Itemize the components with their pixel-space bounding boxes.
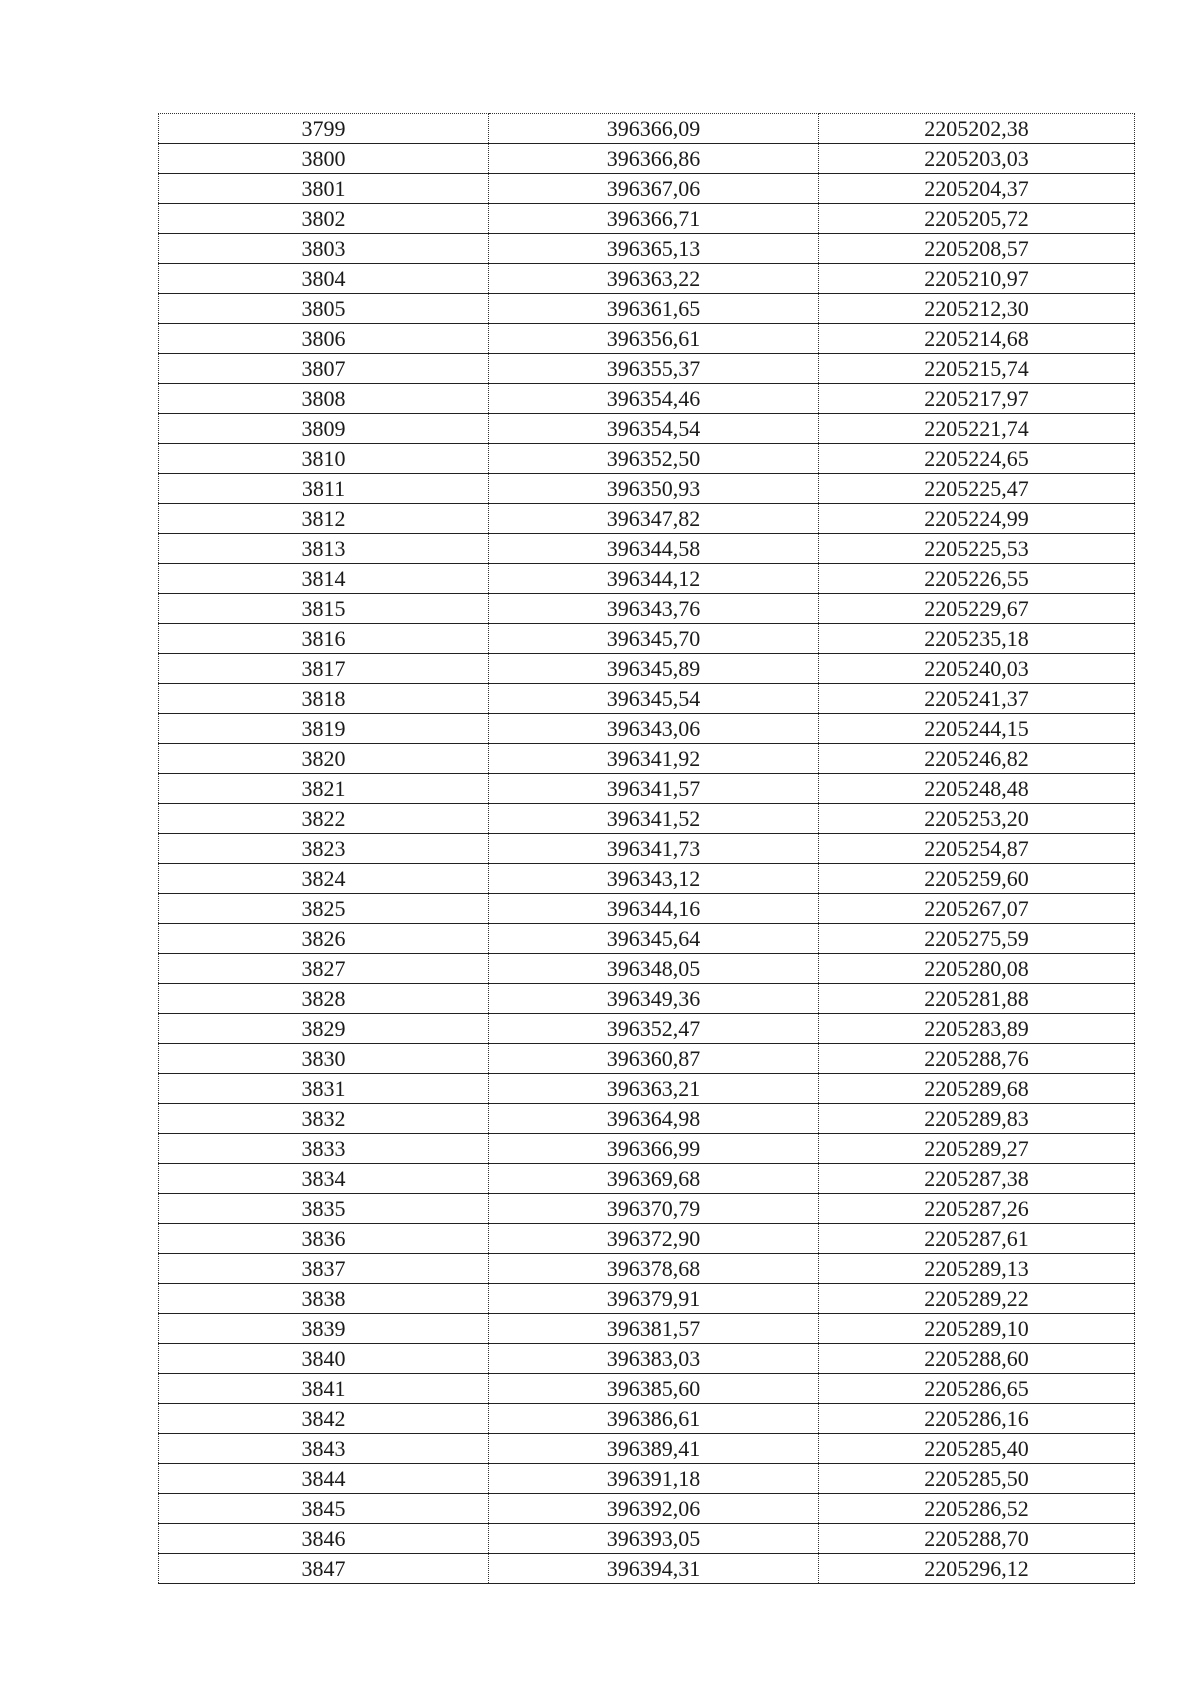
y-coordinate-cell: 2205248,48 xyxy=(819,774,1135,804)
point-number-cell: 3828 xyxy=(159,984,489,1014)
x-coordinate-cell: 396366,71 xyxy=(489,204,819,234)
point-number-cell: 3832 xyxy=(159,1104,489,1134)
table-row xyxy=(159,594,1135,624)
x-coordinate-cell: 396385,60 xyxy=(489,1374,819,1404)
table-row xyxy=(159,1194,1135,1224)
y-coordinate-cell: 2205287,61 xyxy=(819,1224,1135,1254)
y-coordinate-cell: 2205226,55 xyxy=(819,564,1135,594)
point-number-cell: 3823 xyxy=(159,834,489,864)
point-number-cell: 3835 xyxy=(159,1194,489,1224)
y-coordinate-cell: 2205205,72 xyxy=(819,204,1135,234)
x-coordinate-cell: 396361,65 xyxy=(489,294,819,324)
x-coordinate-cell: 396354,46 xyxy=(489,384,819,414)
table-row xyxy=(159,1404,1135,1434)
x-coordinate-cell: 396391,18 xyxy=(489,1464,819,1494)
table-row xyxy=(159,804,1135,834)
x-coordinate-cell: 396352,50 xyxy=(489,444,819,474)
x-coordinate-cell: 396343,06 xyxy=(489,714,819,744)
y-coordinate-cell: 2205224,99 xyxy=(819,504,1135,534)
x-coordinate-cell: 396349,36 xyxy=(489,984,819,1014)
point-number-cell: 3825 xyxy=(159,894,489,924)
x-coordinate-cell: 396370,79 xyxy=(489,1194,819,1224)
point-number-cell: 3814 xyxy=(159,564,489,594)
y-coordinate-cell: 2205203,03 xyxy=(819,144,1135,174)
y-coordinate-cell: 2205285,50 xyxy=(819,1464,1135,1494)
point-number-cell: 3813 xyxy=(159,534,489,564)
x-coordinate-cell: 396352,47 xyxy=(489,1014,819,1044)
y-coordinate-cell: 2205286,52 xyxy=(819,1494,1135,1524)
point-number-cell: 3817 xyxy=(159,654,489,684)
table-row xyxy=(159,504,1135,534)
table-row xyxy=(159,984,1135,1014)
x-coordinate-cell: 396347,82 xyxy=(489,504,819,534)
table-row xyxy=(159,264,1135,294)
table-row xyxy=(159,444,1135,474)
x-coordinate-cell: 396344,16 xyxy=(489,894,819,924)
x-coordinate-cell: 396386,61 xyxy=(489,1404,819,1434)
point-number-cell: 3845 xyxy=(159,1494,489,1524)
table-row xyxy=(159,714,1135,744)
table-row xyxy=(159,1524,1135,1554)
table-row xyxy=(159,1314,1135,1344)
point-number-cell: 3847 xyxy=(159,1554,489,1584)
point-number-cell: 3840 xyxy=(159,1344,489,1374)
table-row xyxy=(159,1374,1135,1404)
table-row xyxy=(159,234,1135,264)
y-coordinate-cell: 2205283,89 xyxy=(819,1014,1135,1044)
point-number-cell: 3824 xyxy=(159,864,489,894)
x-coordinate-cell: 396389,41 xyxy=(489,1434,819,1464)
point-number-cell: 3821 xyxy=(159,774,489,804)
x-coordinate-cell: 396345,54 xyxy=(489,684,819,714)
x-coordinate-cell: 396350,93 xyxy=(489,474,819,504)
y-coordinate-cell: 2205215,74 xyxy=(819,354,1135,384)
y-coordinate-cell: 2205244,15 xyxy=(819,714,1135,744)
table-row xyxy=(159,774,1135,804)
x-coordinate-cell: 396345,70 xyxy=(489,624,819,654)
y-coordinate-cell: 2205289,83 xyxy=(819,1104,1135,1134)
table-row xyxy=(159,1494,1135,1524)
y-coordinate-cell: 2205289,22 xyxy=(819,1284,1135,1314)
y-coordinate-cell: 2205288,60 xyxy=(819,1344,1135,1374)
x-coordinate-cell: 396365,13 xyxy=(489,234,819,264)
table-row xyxy=(159,1134,1135,1164)
y-coordinate-cell: 2205221,74 xyxy=(819,414,1135,444)
x-coordinate-cell: 396363,22 xyxy=(489,264,819,294)
point-number-cell: 3819 xyxy=(159,714,489,744)
point-number-cell: 3831 xyxy=(159,1074,489,1104)
point-number-cell: 3800 xyxy=(159,144,489,174)
table-row xyxy=(159,174,1135,204)
table-row xyxy=(159,324,1135,354)
x-coordinate-cell: 396367,06 xyxy=(489,174,819,204)
x-coordinate-cell: 396348,05 xyxy=(489,954,819,984)
table-row xyxy=(159,684,1135,714)
point-number-cell: 3834 xyxy=(159,1164,489,1194)
x-coordinate-cell: 396369,68 xyxy=(489,1164,819,1194)
point-number-cell: 3801 xyxy=(159,174,489,204)
y-coordinate-cell: 2205287,26 xyxy=(819,1194,1135,1224)
x-coordinate-cell: 396392,06 xyxy=(489,1494,819,1524)
table-row xyxy=(159,864,1135,894)
table-row xyxy=(159,834,1135,864)
x-coordinate-cell: 396341,92 xyxy=(489,744,819,774)
table-row xyxy=(159,1224,1135,1254)
point-number-cell: 3830 xyxy=(159,1044,489,1074)
table-row xyxy=(159,1254,1135,1284)
x-coordinate-cell: 396366,09 xyxy=(489,114,819,144)
y-coordinate-cell: 2205275,59 xyxy=(819,924,1135,954)
point-number-cell: 3806 xyxy=(159,324,489,354)
point-number-cell: 3804 xyxy=(159,264,489,294)
x-coordinate-cell: 396341,57 xyxy=(489,774,819,804)
point-number-cell: 3826 xyxy=(159,924,489,954)
y-coordinate-cell: 2205224,65 xyxy=(819,444,1135,474)
point-number-cell: 3822 xyxy=(159,804,489,834)
x-coordinate-cell: 396379,91 xyxy=(489,1284,819,1314)
x-coordinate-cell: 396394,31 xyxy=(489,1554,819,1584)
point-number-cell: 3810 xyxy=(159,444,489,474)
y-coordinate-cell: 2205288,76 xyxy=(819,1044,1135,1074)
y-coordinate-cell: 2205204,37 xyxy=(819,174,1135,204)
table-row xyxy=(159,1164,1135,1194)
table-row xyxy=(159,1554,1135,1584)
y-coordinate-cell: 2205202,38 xyxy=(819,114,1135,144)
x-coordinate-cell: 396363,21 xyxy=(489,1074,819,1104)
x-coordinate-cell: 396356,61 xyxy=(489,324,819,354)
table-row xyxy=(159,414,1135,444)
x-coordinate-cell: 396364,98 xyxy=(489,1104,819,1134)
y-coordinate-cell: 2205267,07 xyxy=(819,894,1135,924)
table-row xyxy=(159,114,1135,144)
point-number-cell: 3812 xyxy=(159,504,489,534)
table-row xyxy=(159,1104,1135,1134)
y-coordinate-cell: 2205212,30 xyxy=(819,294,1135,324)
y-coordinate-cell: 2205281,88 xyxy=(819,984,1135,1014)
y-coordinate-cell: 2205240,03 xyxy=(819,654,1135,684)
x-coordinate-cell: 396360,87 xyxy=(489,1044,819,1074)
point-number-cell: 3802 xyxy=(159,204,489,234)
table-row xyxy=(159,894,1135,924)
point-number-cell: 3843 xyxy=(159,1434,489,1464)
point-number-cell: 3811 xyxy=(159,474,489,504)
point-number-cell: 3816 xyxy=(159,624,489,654)
x-coordinate-cell: 396341,73 xyxy=(489,834,819,864)
y-coordinate-cell: 2205286,65 xyxy=(819,1374,1135,1404)
table-row xyxy=(159,654,1135,684)
point-number-cell: 3833 xyxy=(159,1134,489,1164)
table-row xyxy=(159,1044,1135,1074)
point-number-cell: 3827 xyxy=(159,954,489,984)
point-number-cell: 3844 xyxy=(159,1464,489,1494)
point-number-cell: 3815 xyxy=(159,594,489,624)
y-coordinate-cell: 2205225,47 xyxy=(819,474,1135,504)
x-coordinate-cell: 396381,57 xyxy=(489,1314,819,1344)
table-row xyxy=(159,294,1135,324)
table-row xyxy=(159,534,1135,564)
y-coordinate-cell: 2205241,37 xyxy=(819,684,1135,714)
table-row xyxy=(159,624,1135,654)
y-coordinate-cell: 2205289,13 xyxy=(819,1254,1135,1284)
y-coordinate-cell: 2205288,70 xyxy=(819,1524,1135,1554)
x-coordinate-cell: 396345,64 xyxy=(489,924,819,954)
y-coordinate-cell: 2205229,67 xyxy=(819,594,1135,624)
point-number-cell: 3839 xyxy=(159,1314,489,1344)
x-coordinate-cell: 396354,54 xyxy=(489,414,819,444)
point-number-cell: 3820 xyxy=(159,744,489,774)
table-row xyxy=(159,474,1135,504)
table-row xyxy=(159,954,1135,984)
point-number-cell: 3846 xyxy=(159,1524,489,1554)
table-row xyxy=(159,354,1135,384)
x-coordinate-cell: 396343,76 xyxy=(489,594,819,624)
x-coordinate-cell: 396372,90 xyxy=(489,1224,819,1254)
point-number-cell: 3809 xyxy=(159,414,489,444)
x-coordinate-cell: 396343,12 xyxy=(489,864,819,894)
x-coordinate-cell: 396383,03 xyxy=(489,1344,819,1374)
point-number-cell: 3818 xyxy=(159,684,489,714)
point-number-cell: 3837 xyxy=(159,1254,489,1284)
table-row xyxy=(159,1014,1135,1044)
x-coordinate-cell: 396344,58 xyxy=(489,534,819,564)
x-coordinate-cell: 396393,05 xyxy=(489,1524,819,1554)
x-coordinate-cell: 396366,99 xyxy=(489,1134,819,1164)
table-row xyxy=(159,1434,1135,1464)
y-coordinate-cell: 2205254,87 xyxy=(819,834,1135,864)
point-number-cell: 3799 xyxy=(159,114,489,144)
y-coordinate-cell: 2205225,53 xyxy=(819,534,1135,564)
y-coordinate-cell: 2205289,10 xyxy=(819,1314,1135,1344)
x-coordinate-cell: 396341,52 xyxy=(489,804,819,834)
point-number-cell: 3807 xyxy=(159,354,489,384)
y-coordinate-cell: 2205208,57 xyxy=(819,234,1135,264)
y-coordinate-cell: 2205296,12 xyxy=(819,1554,1135,1584)
x-coordinate-cell: 396345,89 xyxy=(489,654,819,684)
point-number-cell: 3808 xyxy=(159,384,489,414)
y-coordinate-cell: 2205253,20 xyxy=(819,804,1135,834)
x-coordinate-cell: 396355,37 xyxy=(489,354,819,384)
point-number-cell: 3836 xyxy=(159,1224,489,1254)
table-row xyxy=(159,384,1135,414)
y-coordinate-cell: 2205285,40 xyxy=(819,1434,1135,1464)
point-number-cell: 3838 xyxy=(159,1284,489,1314)
table-row xyxy=(159,1344,1135,1374)
table-row xyxy=(159,1074,1135,1104)
x-coordinate-cell: 396378,68 xyxy=(489,1254,819,1284)
point-number-cell: 3803 xyxy=(159,234,489,264)
point-number-cell: 3842 xyxy=(159,1404,489,1434)
table-row xyxy=(159,1464,1135,1494)
table-row xyxy=(159,204,1135,234)
table-row xyxy=(159,1284,1135,1314)
point-number-cell: 3805 xyxy=(159,294,489,324)
y-coordinate-cell: 2205210,97 xyxy=(819,264,1135,294)
y-coordinate-cell: 2205286,16 xyxy=(819,1404,1135,1434)
y-coordinate-cell: 2205217,97 xyxy=(819,384,1135,414)
table-row xyxy=(159,924,1135,954)
table-row xyxy=(159,564,1135,594)
point-number-cell: 3841 xyxy=(159,1374,489,1404)
coordinates-table xyxy=(158,113,1135,1584)
y-coordinate-cell: 2205246,82 xyxy=(819,744,1135,774)
point-number-cell: 3829 xyxy=(159,1014,489,1044)
table-row xyxy=(159,744,1135,774)
y-coordinate-cell: 2205259,60 xyxy=(819,864,1135,894)
y-coordinate-cell: 2205289,68 xyxy=(819,1074,1135,1104)
y-coordinate-cell: 2205287,38 xyxy=(819,1164,1135,1194)
y-coordinate-cell: 2205289,27 xyxy=(819,1134,1135,1164)
table-row xyxy=(159,144,1135,174)
coordinates-table-body xyxy=(159,114,1135,1584)
x-coordinate-cell: 396344,12 xyxy=(489,564,819,594)
x-coordinate-cell: 396366,86 xyxy=(489,144,819,174)
y-coordinate-cell: 2205214,68 xyxy=(819,324,1135,354)
y-coordinate-cell: 2205235,18 xyxy=(819,624,1135,654)
y-coordinate-cell: 2205280,08 xyxy=(819,954,1135,984)
